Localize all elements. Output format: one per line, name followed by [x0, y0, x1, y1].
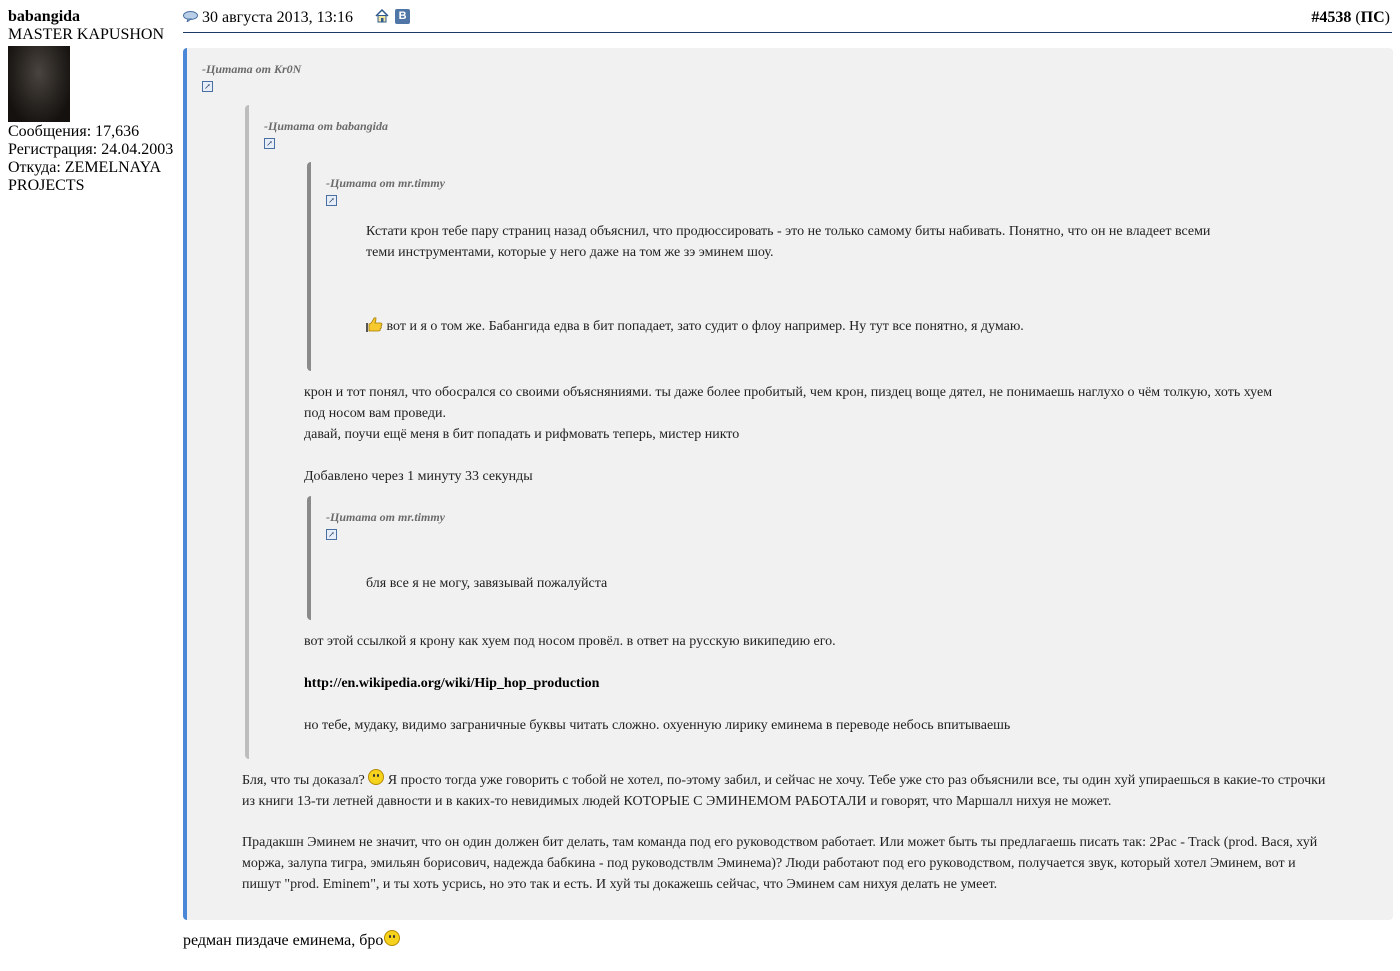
avatar[interactable]: [8, 46, 70, 122]
quote-text: но тебе, мудаку, видимо заграничные буквы читать сложно. охуенную лирику еминема в переводе небось впитываешь: [304, 718, 1011, 733]
post-number-area: #4538 (ПС): [1311, 9, 1390, 26]
smile-icon: [368, 769, 384, 785]
ps-link[interactable]: ПС: [1360, 9, 1385, 26]
quote-text: бля все я не могу, завязывай пожалуйста: [366, 576, 608, 591]
quote-author: -Цитата от mr.timmy: [326, 510, 446, 524]
quote-link-icon[interactable]: ↗: [326, 529, 337, 540]
quote-text: крон и тот понял, что обосрался со своими объясняниями. ты даже более пробитый, чем крон, пиздец воще дятел, не понимаешь наглухо о чём толкую, хоть хуем под носом вам проведи. давай, поучи ещё меня в бит попадать и рифмовать теперь, мистер никто: [304, 385, 1273, 442]
quote-text: Прадакшн Эминем не значит, что он один должен бит делать, там команда под его руководством работает. Или может быть ты предлагаешь писать так: 2Pac - Track (prod. Вася, хуй моржа, залупа тигра, эмильян борисович, надежда бабкина - под руководствлм Эминема)? Люди работают под его руководством, получается звук, который хотел Эминем, вот и пишут "prod. Eminem", и ты хоть усрись, но это так и есть. И хуй ты докажешь сейчас, что Эминем сам нихуя делать не умеет.: [242, 835, 1318, 892]
thumbs-up-icon: [366, 317, 383, 332]
user-posts-count: Сообщения: 17,636: [8, 123, 140, 140]
user-location-continued: PROJECTS: [8, 177, 85, 194]
post-body-text: редман пиздаче еминема, бро: [183, 930, 400, 951]
added-note: Добавлено через 1 минуту 33 секунды: [304, 469, 533, 484]
quote-link-icon[interactable]: ↗: [202, 81, 213, 92]
user-registered: Регистрация: 24.04.2003: [8, 141, 174, 158]
comment-icon: [183, 11, 198, 22]
user-sidebar: [8, 8, 178, 195]
post-date: 30 августа 2013, 13:16: [202, 9, 354, 26]
quote-author: -Цитата от mr.timmy: [326, 176, 446, 190]
user-title: MASTER KAPUSHON: [8, 26, 165, 43]
post-number[interactable]: #4538: [1311, 9, 1352, 26]
quote-link-icon[interactable]: ↗: [264, 138, 275, 149]
quote-link-icon[interactable]: ↗: [326, 195, 337, 206]
post: [183, 0, 1392, 892]
quote-author: -Цитата от babangida: [264, 119, 389, 133]
quote-mr-timmy-2: [307, 496, 1342, 620]
confused-smile-icon: [384, 930, 400, 946]
quote-kr0n: [183, 48, 1393, 920]
quote-text: Бля, что ты доказал? Я просто тогда уже говорить с тобой не хотел, по-этому забил, и сейчас не хочу. Тебе уже сто раз объяснили все, ты один хуй упираешься в какие-то строчки из книги 13-ти летней давности и в каких-то невидимых людей КОТОРЫЕ С ЭМИНЕМОМ РАБОТАЛИ и говорят, что Маршалл нихуя не может.: [242, 769, 1342, 812]
vk-icon[interactable]: B: [395, 9, 410, 24]
quote-text: вот и я о том же. Бабангида едва в бит попадает, зато судит о флоу например. Ну тут все понятно, я думаю.: [366, 316, 1266, 337]
home-icon[interactable]: [375, 9, 389, 23]
post-header: [183, 0, 1392, 33]
quote-author: -Цитата от Kr0N: [202, 62, 302, 76]
wikipedia-link[interactable]: http://en.wikipedia.org/wiki/Hip_hop_production: [304, 676, 600, 691]
quote-text: Кстати крон тебе пару страниц назад объяснил, что продюссировать - это не только самому биты набивать. Понятно, что он не владеет всеми теми инструментами, которые у него даже на том же зэ эминем шоу.: [366, 224, 1211, 260]
quote-text: вот этой ссылкой я крону как хуем под носом провёл. в ответ на русскую википедию его.: [304, 634, 836, 649]
quote-mr-timmy: [307, 162, 1342, 371]
username[interactable]: babangida: [8, 8, 81, 25]
user-location: Откуда: ZEMELNAYA: [8, 159, 162, 176]
quote-babangida: [245, 105, 1340, 759]
